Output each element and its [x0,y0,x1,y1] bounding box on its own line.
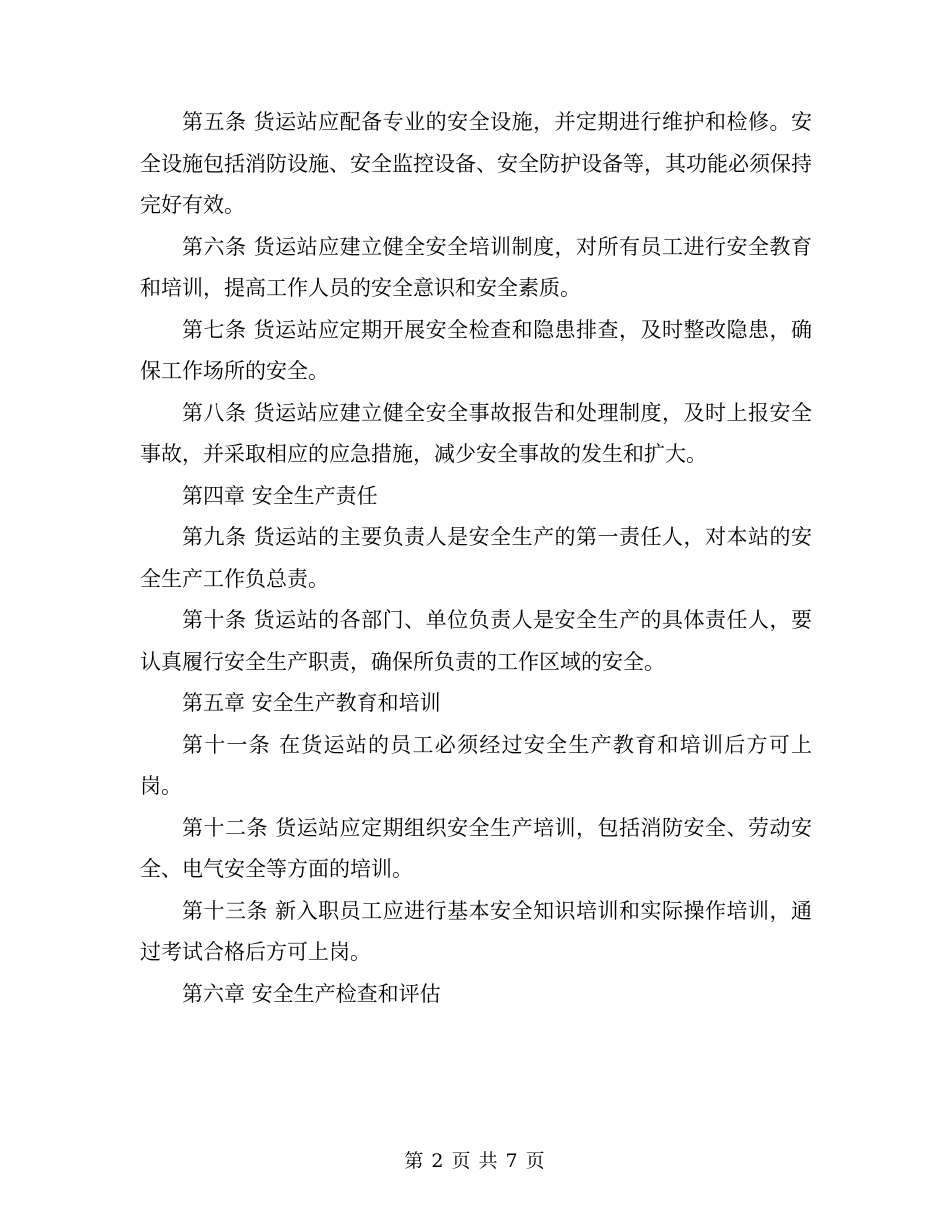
article-12: 第十二条 货运站应定期组织安全生产培训，包括消防安全、劳动安全、电气安全等方面的培训。 [140,815,812,881]
article-13: 第十三条 新入职员工应进行基本安全知识培训和实际操作培训，通过考试合格后方可上岗。 [140,898,812,964]
article-8: 第八条 货运站应建立健全安全事故报告和处理制度，及时上报安全事故，并采取相应的应急措施，减少安全事故的发生和扩大。 [140,400,812,466]
document-body [140,102,812,1015]
chapter-6-heading: 第六章 安全生产检查和评估 [182,981,441,1006]
article-5: 第五条 货运站应配备专业的安全设施，并定期进行维护和检修。安全设施包括消防设施、安全监控设备、安全防护设备等，其功能必须保持完好有效。 [140,110,812,217]
article-11: 第十一条 在货运站的员工必须经过安全生产教育和培训后方可上岗。 [140,732,812,798]
chapter-5-heading: 第五章 安全生产教育和培训 [182,691,441,715]
article-7: 第七条 货运站应定期开展安全检查和隐患排查，及时整改隐患，确保工作场所的安全。 [140,317,812,383]
article-9: 第九条 货运站的主要负责人是安全生产的第一责任人，对本站的安全生产工作负总责。 [140,525,812,591]
article-6: 第六条 货运站应建立健全安全培训制度，对所有员工进行安全教育和培训，提高工作人员的安全意识和安全素质。 [140,234,812,300]
page-number-footer: 第 2 页 共 7 页 [404,1150,546,1172]
chapter-4-heading: 第四章 安全生产责任 [182,483,378,508]
article-10: 第十条 货运站的各部门、单位负责人是安全生产的具体责任人，要认真履行安全生产职责，确保所负责的工作区域的安全。 [140,608,812,674]
